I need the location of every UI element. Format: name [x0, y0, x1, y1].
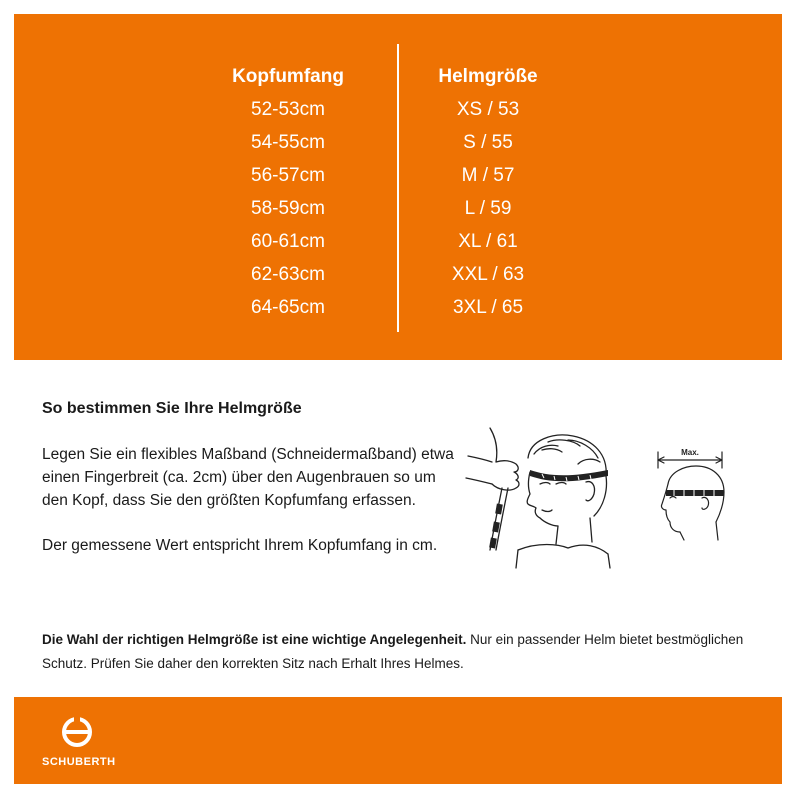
helmet-size-value: XL / 61 — [458, 231, 518, 252]
helmet-size-value: S / 55 — [463, 132, 513, 153]
circumference-value: 64-65cm — [251, 297, 325, 318]
brand-logo — [42, 715, 116, 768]
helmet-size-header: Helmgröße — [438, 66, 538, 87]
helmet-size-value: XS / 53 — [456, 99, 520, 120]
circumference-value: 58-59cm — [251, 198, 325, 219]
circumference-value: 60-61cm — [251, 231, 325, 252]
head-profile-illustration — [640, 440, 740, 550]
helmet-size-value: XXL / 63 — [451, 264, 525, 285]
circumference-header: Kopfumfang — [232, 66, 344, 87]
howto-title: So bestimmen Sie Ihre Helmgröße — [42, 400, 302, 417]
circumference-value: 56-57cm — [251, 165, 325, 186]
instruction-paragraph-result: Der gemessene Wert entspricht Ihrem Kopfumfang in cm. — [42, 537, 438, 554]
instruction-paragraph-measure: Legen Sie ein flexibles Maßband (Schneidermaßband) etwa einen Fingerbreit (ca. 2cm) über den Augenbrauen so um den Kopf, dass Sie den größten Kopfumfang erfassen. — [42, 446, 454, 509]
size-table-panel — [14, 14, 782, 360]
max-label: Max. — [681, 448, 699, 457]
notice-text — [42, 628, 772, 676]
head-measuring-illustration — [458, 418, 618, 578]
helmet-size-value: M / 57 — [461, 165, 515, 186]
circumference-value: 52-53cm — [251, 99, 325, 120]
circumference-value: 54-55cm — [251, 132, 325, 153]
circumference-column — [188, 60, 388, 324]
circumference-value: 62-63cm — [251, 264, 325, 285]
brand-name: SCHUBERTH — [42, 756, 116, 768]
footer-brand-panel — [14, 697, 782, 784]
helmet-size-value: 3XL / 65 — [452, 297, 524, 318]
schuberth-logo-icon — [60, 715, 94, 749]
instructions — [42, 443, 462, 579]
notice-normal: Nur ein passender Helm bietet bestmöglichen Schutz. Prüfen Sie daher den korrekten Sitz nach Erhalt Ihres Helmes. — [42, 632, 744, 671]
helmet-size-value: L / 59 — [464, 198, 512, 219]
notice-bold: Die Wahl der richtigen Helmgröße ist eine wichtige Angelegenheit. — [42, 632, 467, 647]
helmet-size-column — [388, 60, 588, 324]
